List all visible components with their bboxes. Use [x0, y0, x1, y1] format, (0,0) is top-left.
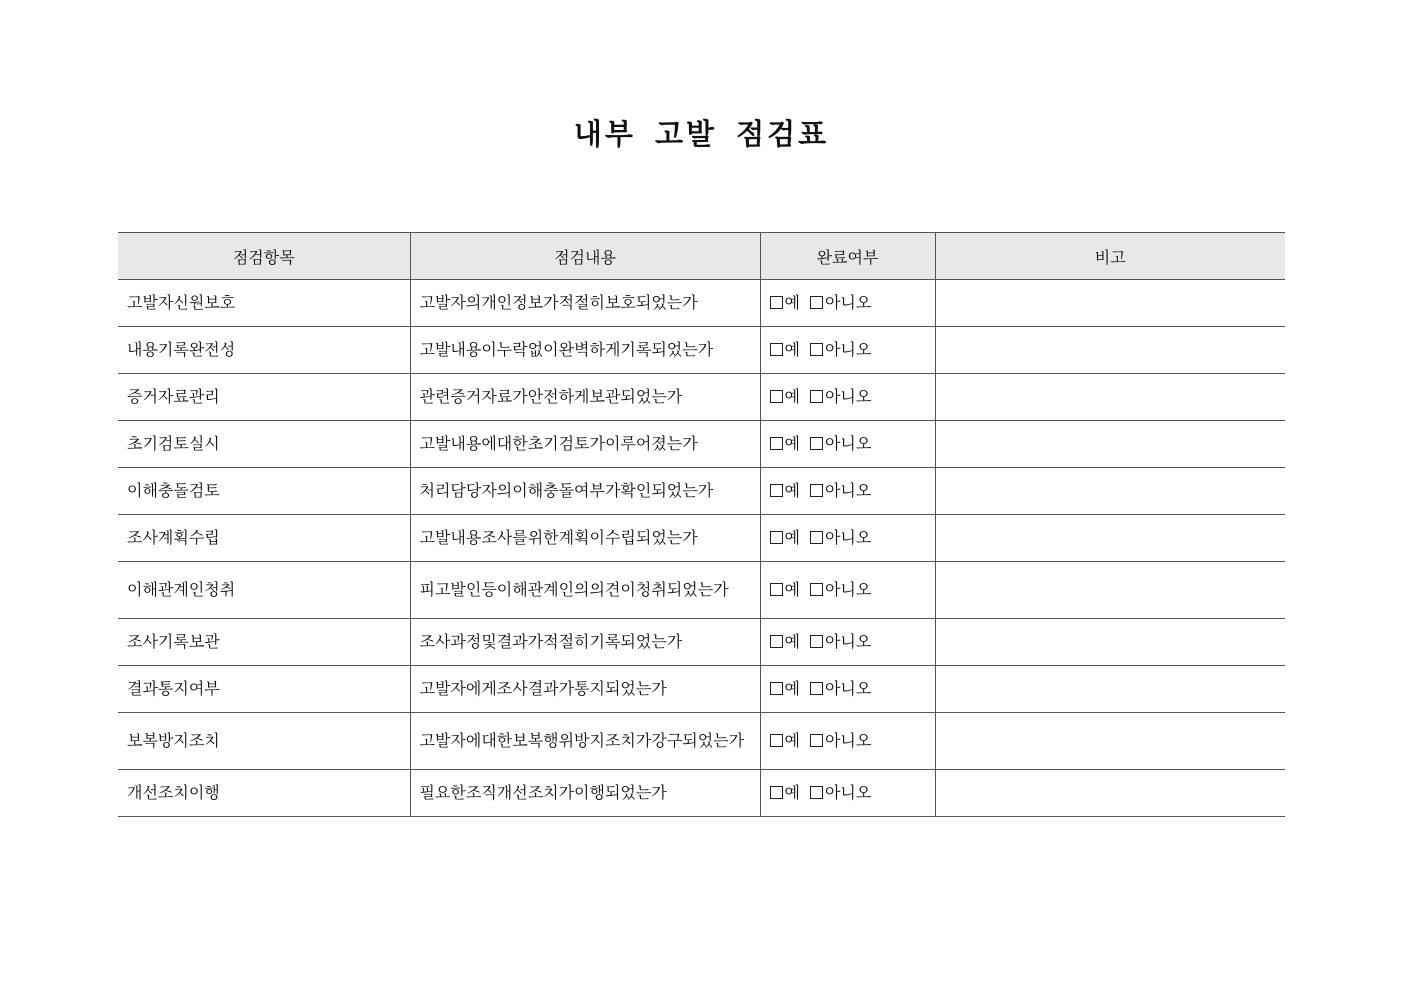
option-no[interactable]	[810, 481, 871, 500]
check-content-cell: 고발내용이누락없이완벽하게기록되었는가	[410, 327, 760, 374]
page-title: 내부 고발 점검표	[573, 117, 830, 151]
table-row	[118, 770, 1285, 817]
check-item-cell: 조사기록보관	[118, 619, 410, 666]
header-remarks: 비고	[935, 233, 1285, 280]
option-no[interactable]	[810, 679, 871, 698]
check-content-cell: 고발자의개인정보가적절히보호되었는가	[410, 280, 760, 327]
option-yes[interactable]	[770, 293, 800, 312]
option-yes[interactable]	[770, 632, 800, 651]
option-no[interactable]	[810, 580, 871, 599]
completion-cell	[760, 619, 935, 666]
completion-cell	[760, 327, 935, 374]
option-no[interactable]	[810, 340, 871, 359]
check-item-cell: 개선조치이행	[118, 770, 410, 817]
checkbox-yes[interactable]	[770, 296, 783, 309]
check-item-cell: 내용기록완전성	[118, 327, 410, 374]
completion-cell	[760, 468, 935, 515]
check-item-cell: 증거자료관리	[118, 374, 410, 421]
option-no[interactable]	[810, 528, 871, 547]
checkbox-yes[interactable]	[770, 484, 783, 497]
checkbox-yes[interactable]	[770, 437, 783, 450]
table-body	[118, 280, 1285, 817]
option-no-label: 아니오	[824, 387, 872, 406]
completion-cell	[760, 280, 935, 327]
check-content-cell: 고발내용조사를위한계획이수립되었는가	[410, 515, 760, 562]
table-row	[118, 374, 1285, 421]
option-yes-label: 예	[784, 387, 800, 406]
option-yes-label: 예	[784, 434, 800, 453]
option-no-label: 아니오	[824, 528, 872, 547]
remarks-cell[interactable]	[935, 280, 1285, 327]
check-item-cell: 결과통지여부	[118, 666, 410, 713]
option-no-label: 아니오	[824, 580, 872, 599]
check-content-cell: 고발자에대한보복행위방지조치가강구되었는가	[410, 713, 760, 770]
option-yes[interactable]	[770, 731, 800, 750]
checkbox-no[interactable]	[810, 296, 823, 309]
check-content-cell: 고발자에게조사결과가통지되었는가	[410, 666, 760, 713]
completion-cell	[760, 666, 935, 713]
option-no-label: 아니오	[824, 783, 872, 802]
checklist-table	[118, 232, 1285, 817]
header-check-content: 점검내용	[410, 233, 760, 280]
option-yes[interactable]	[770, 387, 800, 406]
check-content-cell: 고발내용에대한초기검토가이루어졌는가	[410, 421, 760, 468]
check-item-cell: 초기검토실시	[118, 421, 410, 468]
option-no-label: 아니오	[824, 293, 872, 312]
header-completion: 완료여부	[760, 233, 935, 280]
remarks-cell[interactable]	[935, 327, 1285, 374]
option-yes[interactable]	[770, 580, 800, 599]
option-yes-label: 예	[784, 679, 800, 698]
table-row	[118, 666, 1285, 713]
option-yes-label: 예	[784, 481, 800, 500]
option-yes[interactable]	[770, 434, 800, 453]
checkbox-yes[interactable]	[770, 635, 783, 648]
remarks-cell[interactable]	[935, 562, 1285, 619]
table-row	[118, 468, 1285, 515]
checkbox-no[interactable]	[810, 583, 823, 596]
option-no-label: 아니오	[824, 340, 872, 359]
option-yes-label: 예	[784, 528, 800, 547]
table-row	[118, 562, 1285, 619]
check-item-cell: 이해충돌검토	[118, 468, 410, 515]
check-item-cell: 보복방지조치	[118, 713, 410, 770]
checkbox-no[interactable]	[810, 786, 823, 799]
header-check-item: 점검항목	[118, 233, 410, 280]
check-item-cell: 고발자신원보호	[118, 280, 410, 327]
option-no[interactable]	[810, 387, 871, 406]
check-item-cell: 이해관계인청취	[118, 562, 410, 619]
check-content-cell: 관련증거자료가안전하게보관되었는가	[410, 374, 760, 421]
option-yes-label: 예	[784, 580, 800, 599]
option-yes-label: 예	[784, 783, 800, 802]
remarks-cell[interactable]	[935, 421, 1285, 468]
option-no[interactable]	[810, 632, 871, 651]
checkbox-yes[interactable]	[770, 343, 783, 356]
option-yes-label: 예	[784, 293, 800, 312]
checkbox-no[interactable]	[810, 734, 823, 747]
remarks-cell[interactable]	[935, 713, 1285, 770]
remarks-cell[interactable]	[935, 468, 1285, 515]
completion-cell	[760, 421, 935, 468]
remarks-cell[interactable]	[935, 666, 1285, 713]
check-content-cell: 조사과정및결과가적절히기록되었는가	[410, 619, 760, 666]
checkbox-yes[interactable]	[770, 786, 783, 799]
table-row	[118, 515, 1285, 562]
option-no-label: 아니오	[824, 632, 872, 651]
checkbox-yes[interactable]	[770, 531, 783, 544]
option-no[interactable]	[810, 731, 871, 750]
checkbox-yes[interactable]	[770, 682, 783, 695]
header-row	[118, 233, 1285, 280]
check-content-cell: 피고발인등이해관계인의의견이청취되었는가	[410, 562, 760, 619]
option-yes[interactable]	[770, 783, 800, 802]
checkbox-no[interactable]	[810, 390, 823, 403]
option-no[interactable]	[810, 783, 871, 802]
checkbox-no[interactable]	[810, 484, 823, 497]
table-row	[118, 421, 1285, 468]
table-row	[118, 713, 1285, 770]
option-no[interactable]	[810, 434, 871, 453]
checkbox-yes[interactable]	[770, 583, 783, 596]
table-row	[118, 327, 1285, 374]
option-no[interactable]	[810, 293, 871, 312]
option-yes-label: 예	[784, 731, 800, 750]
check-content-cell: 필요한조직개선조치가이행되었는가	[410, 770, 760, 817]
checkbox-no[interactable]	[810, 635, 823, 648]
checkbox-yes[interactable]	[770, 734, 783, 747]
check-item-cell: 조사계획수립	[118, 515, 410, 562]
checkbox-no[interactable]	[810, 343, 823, 356]
remarks-cell[interactable]	[935, 515, 1285, 562]
remarks-cell[interactable]	[935, 619, 1285, 666]
completion-cell	[760, 770, 935, 817]
option-yes-label: 예	[784, 632, 800, 651]
option-no-label: 아니오	[824, 731, 872, 750]
checkbox-yes[interactable]	[770, 390, 783, 403]
remarks-cell[interactable]	[935, 374, 1285, 421]
option-no-label: 아니오	[824, 434, 872, 453]
option-yes[interactable]	[770, 679, 800, 698]
remarks-cell[interactable]	[935, 770, 1285, 817]
table-row	[118, 280, 1285, 327]
completion-cell	[760, 713, 935, 770]
option-yes-label: 예	[784, 340, 800, 359]
option-yes[interactable]	[770, 340, 800, 359]
table-row	[118, 619, 1285, 666]
checkbox-no[interactable]	[810, 437, 823, 450]
option-yes[interactable]	[770, 528, 800, 547]
option-no-label: 아니오	[824, 679, 872, 698]
completion-cell	[760, 515, 935, 562]
completion-cell	[760, 562, 935, 619]
completion-cell	[760, 374, 935, 421]
checkbox-no[interactable]	[810, 531, 823, 544]
option-no-label: 아니오	[824, 481, 872, 500]
option-yes[interactable]	[770, 481, 800, 500]
checkbox-no[interactable]	[810, 682, 823, 695]
check-content-cell: 처리담당자의이해충돌여부가확인되었는가	[410, 468, 760, 515]
